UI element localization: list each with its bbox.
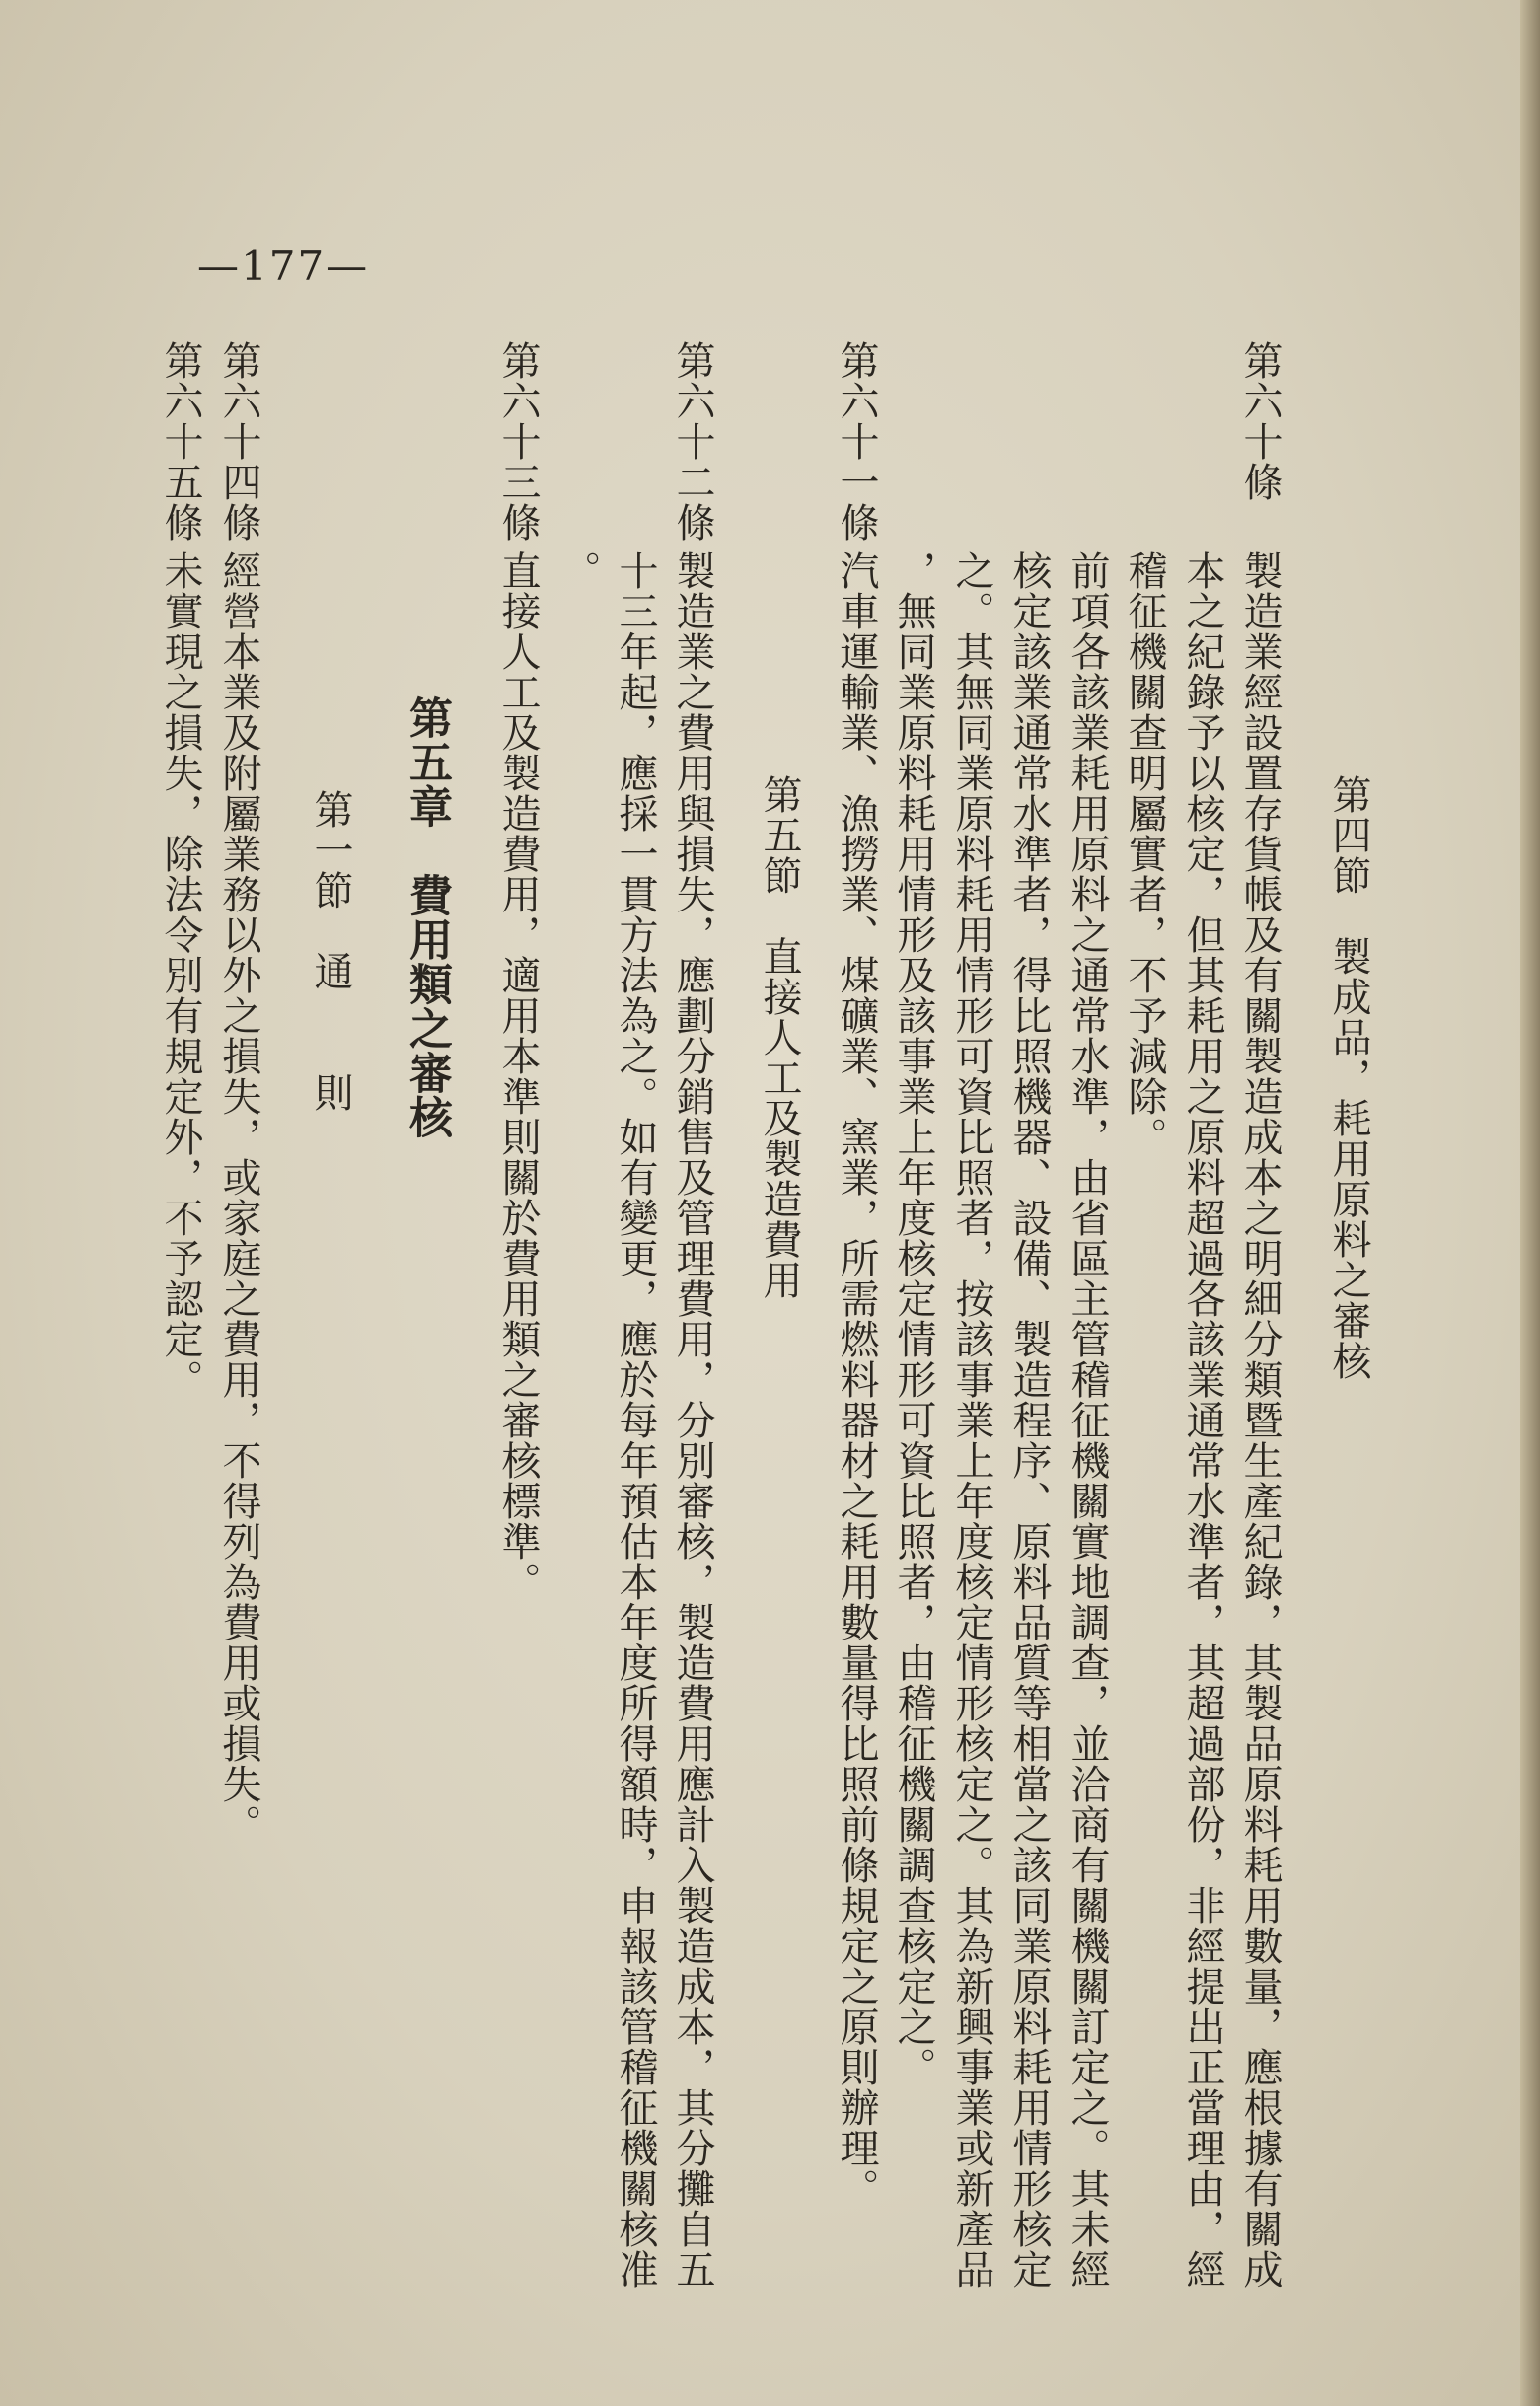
article-63-label: 第六十三條: [495, 340, 541, 543]
article-61-line-2: 核定該業通常水準者，得比照機器、設備、製造程序、原料品質等相當之該同業原料耗用情形核定: [1006, 550, 1052, 2290]
article-65-label: 第六十五條: [158, 340, 203, 543]
article-62-line-3: 。: [555, 550, 601, 591]
article-60-label: 第六十條: [1237, 340, 1283, 502]
page-edge: [1520, 0, 1540, 2406]
article-63-line-1: 直接人工及製造費用，適用本準則關於費用類之審核標準。: [495, 550, 541, 1602]
article-62-line-1: 製造業之費用與損失，應劃分銷售及管理費用，分別審核，製造費用應計入製造成本，其分攤自五: [670, 550, 715, 2290]
article-62-line-2: 十三年起，應採一貫方法為之。如有變更，應於每年預估本年度所得額時，申報該管稽征機關核准: [613, 550, 658, 2290]
article-60-line-1: 製造業經設置存貨帳及有關製造成本之明細分類暨生產紀錄，其製品原料耗用數量，應根據有關成: [1237, 550, 1283, 2290]
article-64-label: 第六十四條: [216, 340, 261, 543]
article-61-line-5: 汽車運輸業、漁撈業、煤礦業、窯業，所需燃料器材之耗用數量得比照前條規定之原則辦理。: [834, 550, 879, 2209]
chapter-5-heading: 第五章 費用類之審核: [402, 695, 452, 1139]
article-64-line-1: 經營本業及附屬業務以外之損失，或家庭之費用，不得列為費用或損失。: [216, 550, 261, 1845]
article-60-line-3: 稽征機關查明屬實者，不予減除。: [1122, 550, 1167, 1157]
page-number: —177—: [197, 242, 370, 290]
article-61-line-4: ，無同業原料耗用情形及該事業上年度核定情形可資比照者，由稽征機關調查核定之。: [891, 550, 936, 2087]
section-4-heading: 第四節 製成品，耗用原料之審核: [1326, 774, 1371, 1381]
article-65-line-1: 未實現之損失，除法令別有規定外，不予認定。: [158, 550, 203, 1400]
article-61-line-1: 前項各該業耗用原料之通常水準，由省區主管稽征機關實地調查，並洽商有關機關訂定之。其未經: [1064, 550, 1110, 2290]
article-62-label: 第六十二條: [670, 340, 715, 543]
section-5-heading: 第五節 直接人工及製造費用: [757, 774, 802, 1300]
article-60-line-2: 本之紀錄予以核定，但其耗用之原料超過各該業通常水準者，其超過部份，非經提出正當理由，經: [1180, 550, 1225, 2290]
article-61-line-3: 之。其無同業原料耗用情形可資比照者，按該事業上年度核定情形核定之。其為新興事業或新產品: [949, 550, 994, 2290]
chapter-5-section-1-heading: 第一節 通 則: [308, 789, 353, 1113]
article-61-label: 第六十一條: [834, 340, 879, 543]
